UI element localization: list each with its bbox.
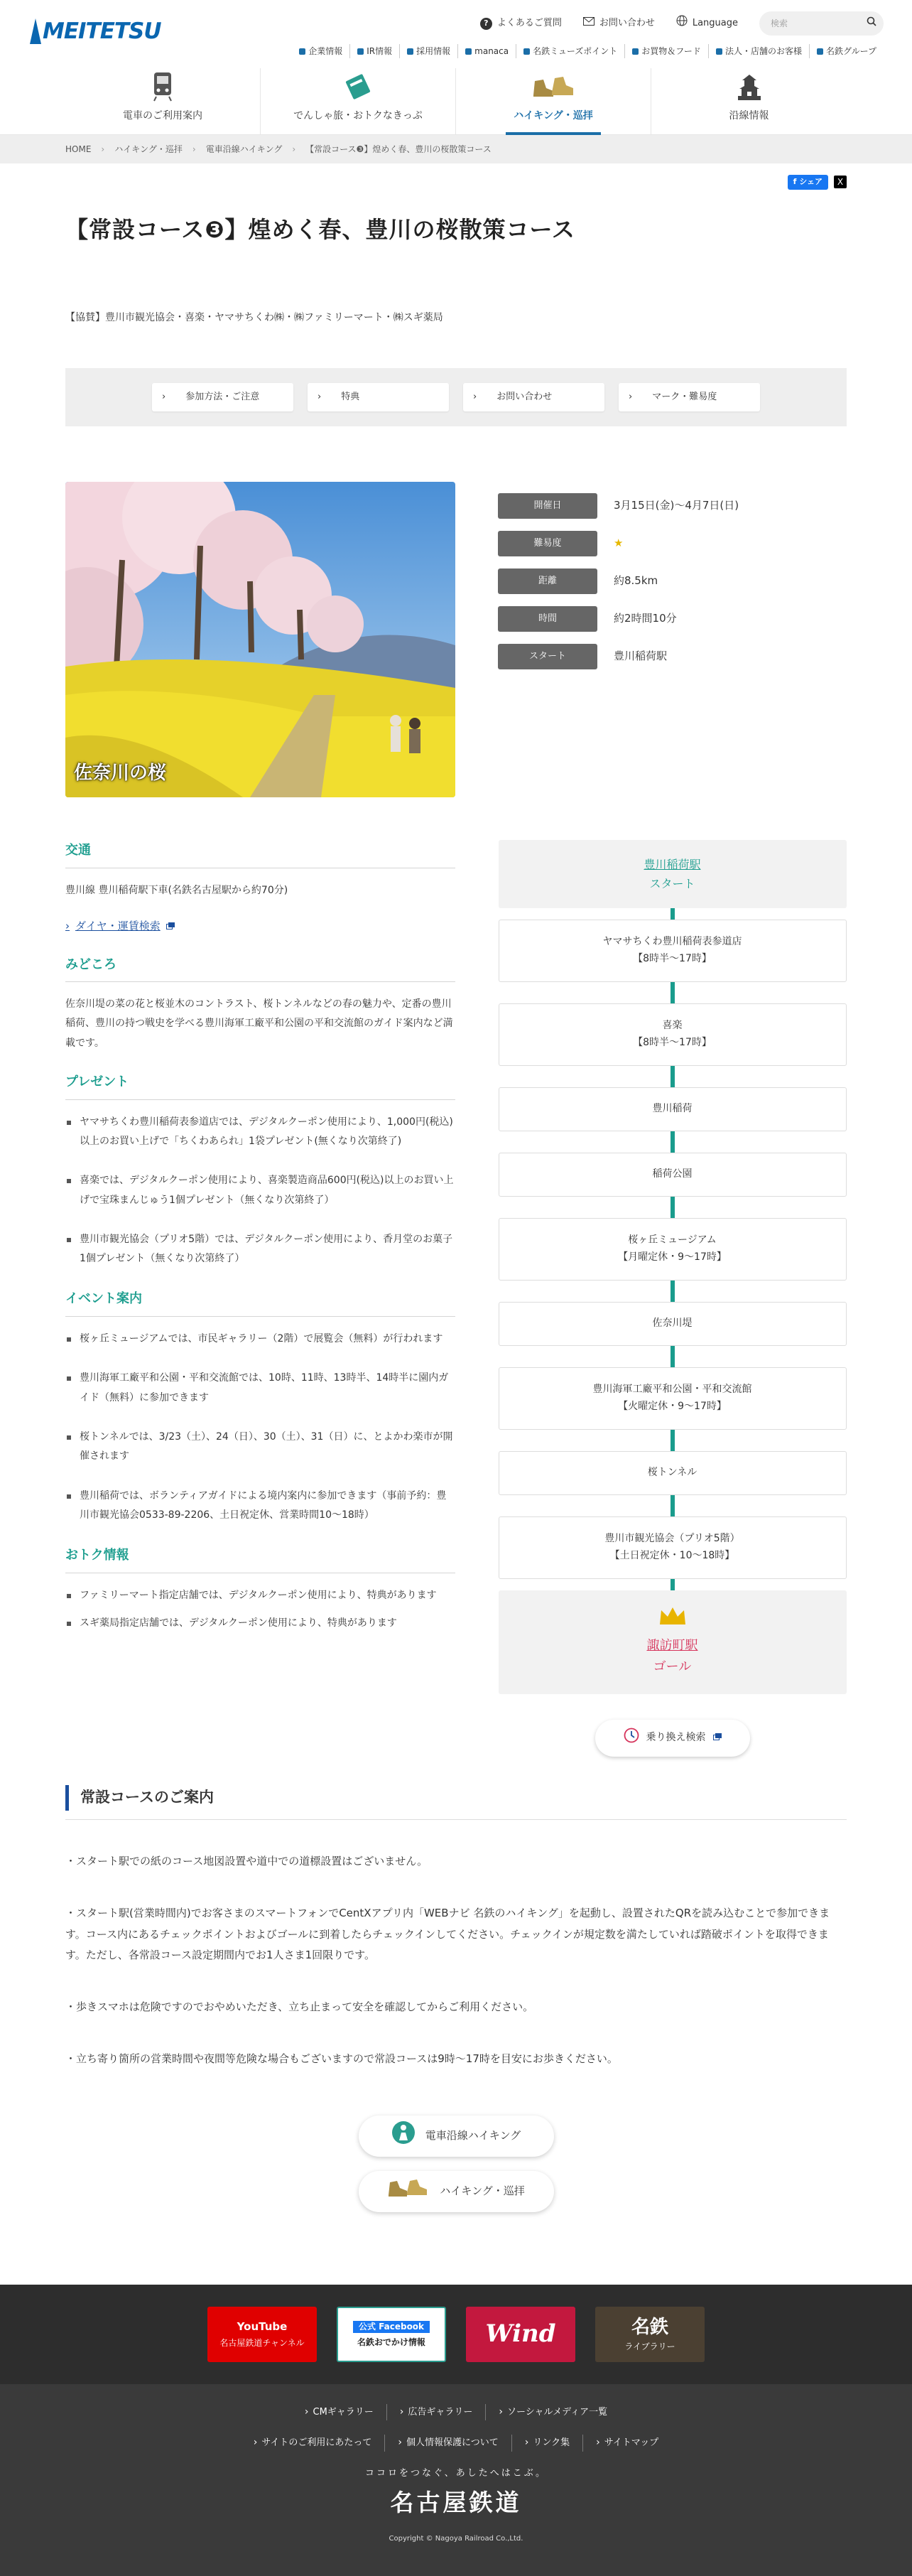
course-description: [65, 840, 455, 1757]
list-item: 豊川市観光協会（プリオ5階）では、デジタルクーポン使用により、香月堂のお菓子1個プレゼント（無くなり次第終了）: [65, 1230, 455, 1269]
meitetsu-logo[interactable]: [28, 10, 161, 53]
access-section: [65, 840, 455, 935]
footer-banners: [0, 2285, 912, 2384]
route-stop: 桜トンネル: [499, 1451, 847, 1495]
route-stop: 豊川稲荷: [499, 1087, 847, 1131]
gnav-train-guide[interactable]: [65, 68, 261, 135]
route-connector: [671, 1066, 675, 1087]
castle-icon: [735, 71, 764, 102]
access-text: 豊川線 豊川稲荷駅下車(名鉄名古屋駅から約70分): [65, 884, 288, 896]
link-icon: [407, 48, 413, 55]
corporate-link[interactable]: 名鉄グループ: [810, 44, 884, 58]
transfer-search-button[interactable]: 乗り換え検索: [595, 1720, 750, 1757]
section-heading: 交通: [65, 840, 455, 868]
mail-icon: [583, 16, 595, 31]
link-icon: [299, 48, 305, 55]
chevron-right-icon: ›: [629, 392, 633, 403]
footer-brand: 名古屋鉄道: [390, 2489, 522, 2517]
search-input[interactable]: [759, 11, 884, 36]
crown-icon: [499, 1606, 847, 1635]
detail-row: [498, 531, 847, 556]
share-buttons: [788, 175, 847, 190]
external-link-icon: [166, 917, 175, 936]
banner-subtitle: 名鉄おでかけ情報: [357, 2337, 425, 2347]
breadcrumb: HOME › ハイキング・巡拝 › 電車沿線ハイキング › 【常設コース❸】煌めく春、豊川の桜散策コース: [0, 135, 912, 163]
site-header: [0, 0, 912, 135]
hiking-boots-icon: [531, 71, 576, 102]
route-connector: [671, 982, 675, 1003]
list-item: 喜楽では、デジタルクーポン使用により、喜楽製造商品600円(税込)以上のお買い上げで宝珠まんじゅう1個プレゼント（無くなり次第終了）: [65, 1171, 455, 1210]
detail-value: 豊川稲荷駅: [614, 650, 668, 663]
route-connector: [671, 1131, 675, 1153]
contact-link[interactable]: [583, 16, 655, 31]
highlights-section: [65, 954, 455, 1053]
section-heading: イベント案内: [65, 1288, 455, 1317]
breadcrumb-hiking[interactable]: ハイキング・巡拝: [114, 144, 183, 154]
ticket-icon: [343, 71, 373, 102]
breadcrumb-home[interactable]: HOME: [65, 144, 92, 154]
railway-hiking-button[interactable]: 電車沿線ハイキング: [359, 2116, 554, 2157]
facebook-share-button[interactable]: f シェア: [788, 175, 828, 190]
search-icon[interactable]: [867, 16, 876, 31]
route-stop: 佐奈川堤: [499, 1302, 847, 1346]
route-connector: [671, 908, 675, 920]
list-item: 豊川海軍工廠平和公園・平和交流館では、10時、11時、13時半、14時半に園内ガイド（無料）に参加できます: [65, 1369, 455, 1408]
photo-caption: 佐奈川の桜: [74, 762, 167, 784]
footer-link[interactable]: › サイトマップ: [583, 2435, 671, 2452]
route-goal: [499, 1590, 847, 1694]
route-connector: [671, 1579, 675, 1590]
link-icon: [523, 48, 530, 55]
corporate-link[interactable]: お買物＆フード: [625, 44, 709, 58]
section-heading: おトク情報: [65, 1545, 455, 1573]
footer-link[interactable]: › リンク集: [512, 2435, 583, 2452]
corporate-link[interactable]: 企業情報: [292, 44, 350, 58]
gnav-label: 沿線情報: [729, 110, 769, 122]
route-connector: [671, 1197, 675, 1218]
goal-station-link[interactable]: 諏訪町駅: [646, 1637, 698, 1653]
search-placeholder: 検索: [771, 18, 788, 28]
list-item: 豊川稲荷では、ボランティアガイドによる境内案内に参加できます（事前予約：豊川市観光協会0533‐89‐2206、土日祝定休、営業時間10～18時）: [65, 1487, 455, 1526]
route-stop: 桜ヶ丘ミュージアム 【月曜定休・9～17時】: [499, 1218, 847, 1281]
footer-link[interactable]: › 広告ギャラリー: [387, 2404, 487, 2421]
footer-links-row: [0, 2404, 912, 2421]
list-item: スギ薬局指定店舗では、デジタルクーポン使用により、特典があります: [65, 1614, 455, 1633]
youtube-icon: YouTube: [237, 2319, 288, 2333]
list-item: 桜トンネルでは、3/23（土）、24（日）、30（土）、31（日）に、とよかわ楽市が開催されます: [65, 1428, 455, 1467]
x-icon: X: [837, 177, 844, 188]
copyright: Copyright © Nagoya Railroad Co.,Ltd.: [389, 2535, 523, 2543]
list-item: 桜ヶ丘ミュージアムでは、市民ギャラリー（2階）で展覧会（無料）が行われます: [65, 1330, 455, 1349]
link-icon: [357, 48, 364, 55]
link-icon: [817, 48, 823, 55]
notice-paragraph: ・立ち寄り箇所の営業時間や夜間等危険な場合もございますので常設コースは9時～17時を目安にお歩きください。: [65, 2052, 618, 2066]
faq-label: よくあるご質問: [496, 17, 562, 28]
banner-subtitle: ライブラリー: [624, 2341, 675, 2352]
deals-section: [65, 1545, 455, 1633]
goal-label: ゴール: [653, 1659, 692, 1675]
chevron-right-icon: ›: [65, 920, 70, 933]
detail-value: 3月15日(金)～4月7日(日): [614, 499, 739, 512]
wind-banner[interactable]: [466, 2307, 575, 2362]
global-nav: [0, 68, 912, 135]
route-stop: 豊川海軍工廠平和公園・平和交流館 【火曜定休・9～17時】: [499, 1367, 847, 1430]
youtube-banner[interactable]: [207, 2307, 317, 2362]
detail-label: 距離: [498, 568, 597, 594]
breadcrumb-railway-hiking[interactable]: 電車沿線ハイキング: [205, 144, 283, 154]
footer-main: [0, 2384, 912, 2576]
course-summary: [65, 482, 847, 797]
detail-row: [498, 606, 847, 632]
link-icon: [716, 48, 722, 55]
page-title: 【常設コース❸】煌めく春、豊川の桜散策コース: [65, 216, 575, 243]
question-icon: ?: [480, 18, 492, 30]
detail-row: [498, 644, 847, 669]
permanent-course-notice: [65, 1785, 847, 2070]
x-share-button[interactable]: [834, 176, 847, 188]
cherry-blossom-image: [65, 482, 455, 797]
tab-benefits[interactable]: › 特典: [308, 383, 449, 411]
highlights-text: 佐奈川堤の菜の花と桜並木のコントラスト、桜トンネルなどの春の魅力や、定番の豊川稲荷、豊川の持つ戦史を学べる豊川海軍工廠平和公園の平和交流館のガイド案内など満載です。: [65, 998, 453, 1049]
faq-link[interactable]: [480, 16, 562, 31]
course-details: [498, 482, 847, 797]
present-section: [65, 1072, 455, 1268]
route-connector: [671, 1430, 675, 1451]
gnav-label: ハイキング・巡拝: [514, 110, 593, 122]
chevron-right-icon: ›: [317, 392, 322, 403]
events-section: [65, 1288, 455, 1525]
corporate-link[interactable]: 名鉄ミューズポイント: [516, 44, 625, 58]
corporate-link[interactable]: 採用情報: [400, 44, 458, 58]
link-icon: [632, 48, 639, 55]
related-links: [65, 2116, 847, 2212]
gnav-area-info[interactable]: [651, 68, 847, 135]
anchor-tabs: [65, 368, 847, 426]
logo-mark-icon: [28, 17, 43, 45]
language-link[interactable]: [676, 15, 738, 32]
footer-links-row: [0, 2435, 912, 2452]
course-photo: [65, 482, 455, 797]
link-icon: [465, 48, 472, 55]
banner-title: 名鉄: [631, 2316, 668, 2338]
start-station-link[interactable]: 豊川稲荷駅: [644, 858, 701, 871]
gnav-label: 電車のご利用案内: [123, 110, 202, 122]
banner-title: Wind: [485, 2319, 556, 2349]
sponsor-text: 【協賛】豊川市観光協会・喜楽・ヤマサちくわ㈱・㈱ファミリーマート・㈱スギ薬局: [65, 312, 443, 324]
detail-row: [498, 568, 847, 594]
notice-paragraph: ・スタート駅(営業時間内)でお客さまのスマートフォンでCentXアプリ内「WEBナビ 名鉄のハイキング」を起動し、設置されたQRを読み込むことで参加できます。コース内にあるチェックポイントおよびゴールに到着したらチェックインしてください。チェックインが規定数を満たしていれば踏破ポイントを取得できます。ただし、各常設コース設定期間内でお1人さま1回限りです。: [65, 1907, 830, 1961]
detail-value: 約2時間10分: [614, 612, 677, 625]
utility-nav: [480, 11, 884, 36]
banner-subtitle: 名古屋鉄道チャンネル: [219, 2337, 305, 2348]
corporate-link[interactable]: IR情報: [350, 44, 400, 58]
route-connector: [671, 1281, 675, 1302]
external-link-icon: [713, 1730, 722, 1747]
language-label: Language: [692, 17, 738, 28]
notice-heading: 常設コースのご案内: [65, 1785, 847, 1811]
footer-link[interactable]: › CMギャラリー: [292, 2404, 387, 2421]
hiker-icon: [391, 2120, 416, 2151]
logo-text: MEITETSU: [43, 18, 161, 44]
facebook-icon: f: [793, 177, 800, 186]
course-body: [65, 840, 847, 1757]
tab-marks-difficulty[interactable]: › マーク・難易度: [619, 383, 760, 411]
detail-label: 難易度: [498, 531, 597, 556]
route-stop: 稲荷公園: [499, 1153, 847, 1197]
footer-link[interactable]: › 個人情報保護について: [385, 2435, 511, 2452]
chevron-right-icon: ›: [473, 392, 477, 403]
detail-label: スタート: [498, 644, 597, 669]
tab-contact[interactable]: › お問い合わせ: [463, 383, 604, 411]
difficulty-star-icon: ★: [614, 537, 624, 550]
gnav-hiking[interactable]: [456, 68, 651, 135]
corporate-links: [292, 44, 884, 58]
hiking-pilgrimage-button[interactable]: ハイキング・巡拝: [359, 2171, 554, 2212]
detail-label: 時間: [498, 606, 597, 632]
footer-link[interactable]: › サイトのご利用にあたって: [241, 2435, 386, 2452]
footer-link[interactable]: › ソーシャルメディア一覧: [486, 2404, 620, 2421]
facebook-banner[interactable]: [337, 2307, 446, 2362]
main-content: [65, 163, 847, 2212]
breadcrumb-current: 【常設コース❸】煌めく春、豊川の桜散策コース: [305, 144, 492, 154]
route-map: [498, 840, 847, 1757]
section-heading: みどころ: [65, 954, 455, 983]
list-item: ファミリーマート指定店舗では、デジタルクーポン使用により、特典があります: [65, 1586, 455, 1605]
library-banner[interactable]: [595, 2307, 705, 2362]
detail-row: [498, 493, 847, 519]
route-start: [499, 840, 847, 908]
list-item: ヤマサちくわ豊川稲荷表参道店では、デジタルクーポン使用により、1,000円(税込)以上のお買い上げで「ちくわあられ」1袋プレゼント(無くなり次第終了): [65, 1113, 455, 1152]
facebook-icon: 公式 Facebook: [353, 2321, 430, 2333]
route-connector: [671, 1346, 675, 1367]
chevron-right-icon: ›: [162, 392, 166, 403]
route-connector: [671, 1495, 675, 1516]
notice-paragraph: ・スタート駅での紙のコース地図設置や道中での道標設置はございません。: [65, 1855, 428, 1868]
start-label: スタート: [649, 877, 695, 891]
globe-icon: [676, 15, 688, 32]
gnav-tickets[interactable]: [261, 68, 456, 135]
route-stop: ヤマサちくわ豊川稲荷表参道店 【8時半～17時】: [499, 920, 847, 982]
gnav-label: でんしゃ旅・おトクなきっぷ: [293, 110, 423, 122]
route-stop: 豊川市観光協会（プリオ5階） 【土日祝定休・10～18時】: [499, 1516, 847, 1579]
detail-label: 開催日: [498, 493, 597, 519]
tab-how-to-join[interactable]: › 参加方法・ご注意: [152, 383, 293, 411]
timetable-search-link[interactable]: › ダイヤ・運賃検索: [65, 917, 175, 936]
section-heading: プレゼント: [65, 1072, 455, 1100]
footer-tagline: ココロをつなぐ、あしたへはこぶ。: [364, 2468, 547, 2479]
clock-icon: [624, 1728, 639, 1750]
contact-label: お問い合わせ: [599, 17, 655, 28]
train-icon: [152, 71, 173, 102]
corporate-link[interactable]: manaca: [458, 44, 516, 58]
hiking-boots-icon: [387, 2178, 430, 2204]
notice-paragraph: ・歩きスマホは危険ですのでおやめいただき、立ち止まって安全を確認してからご利用ください。: [65, 2000, 534, 2014]
detail-value: 約8.5km: [614, 574, 658, 588]
route-stop: 喜楽 【8時半～17時】: [499, 1003, 847, 1066]
corporate-link[interactable]: 法人・店舗のお客様: [709, 44, 810, 58]
